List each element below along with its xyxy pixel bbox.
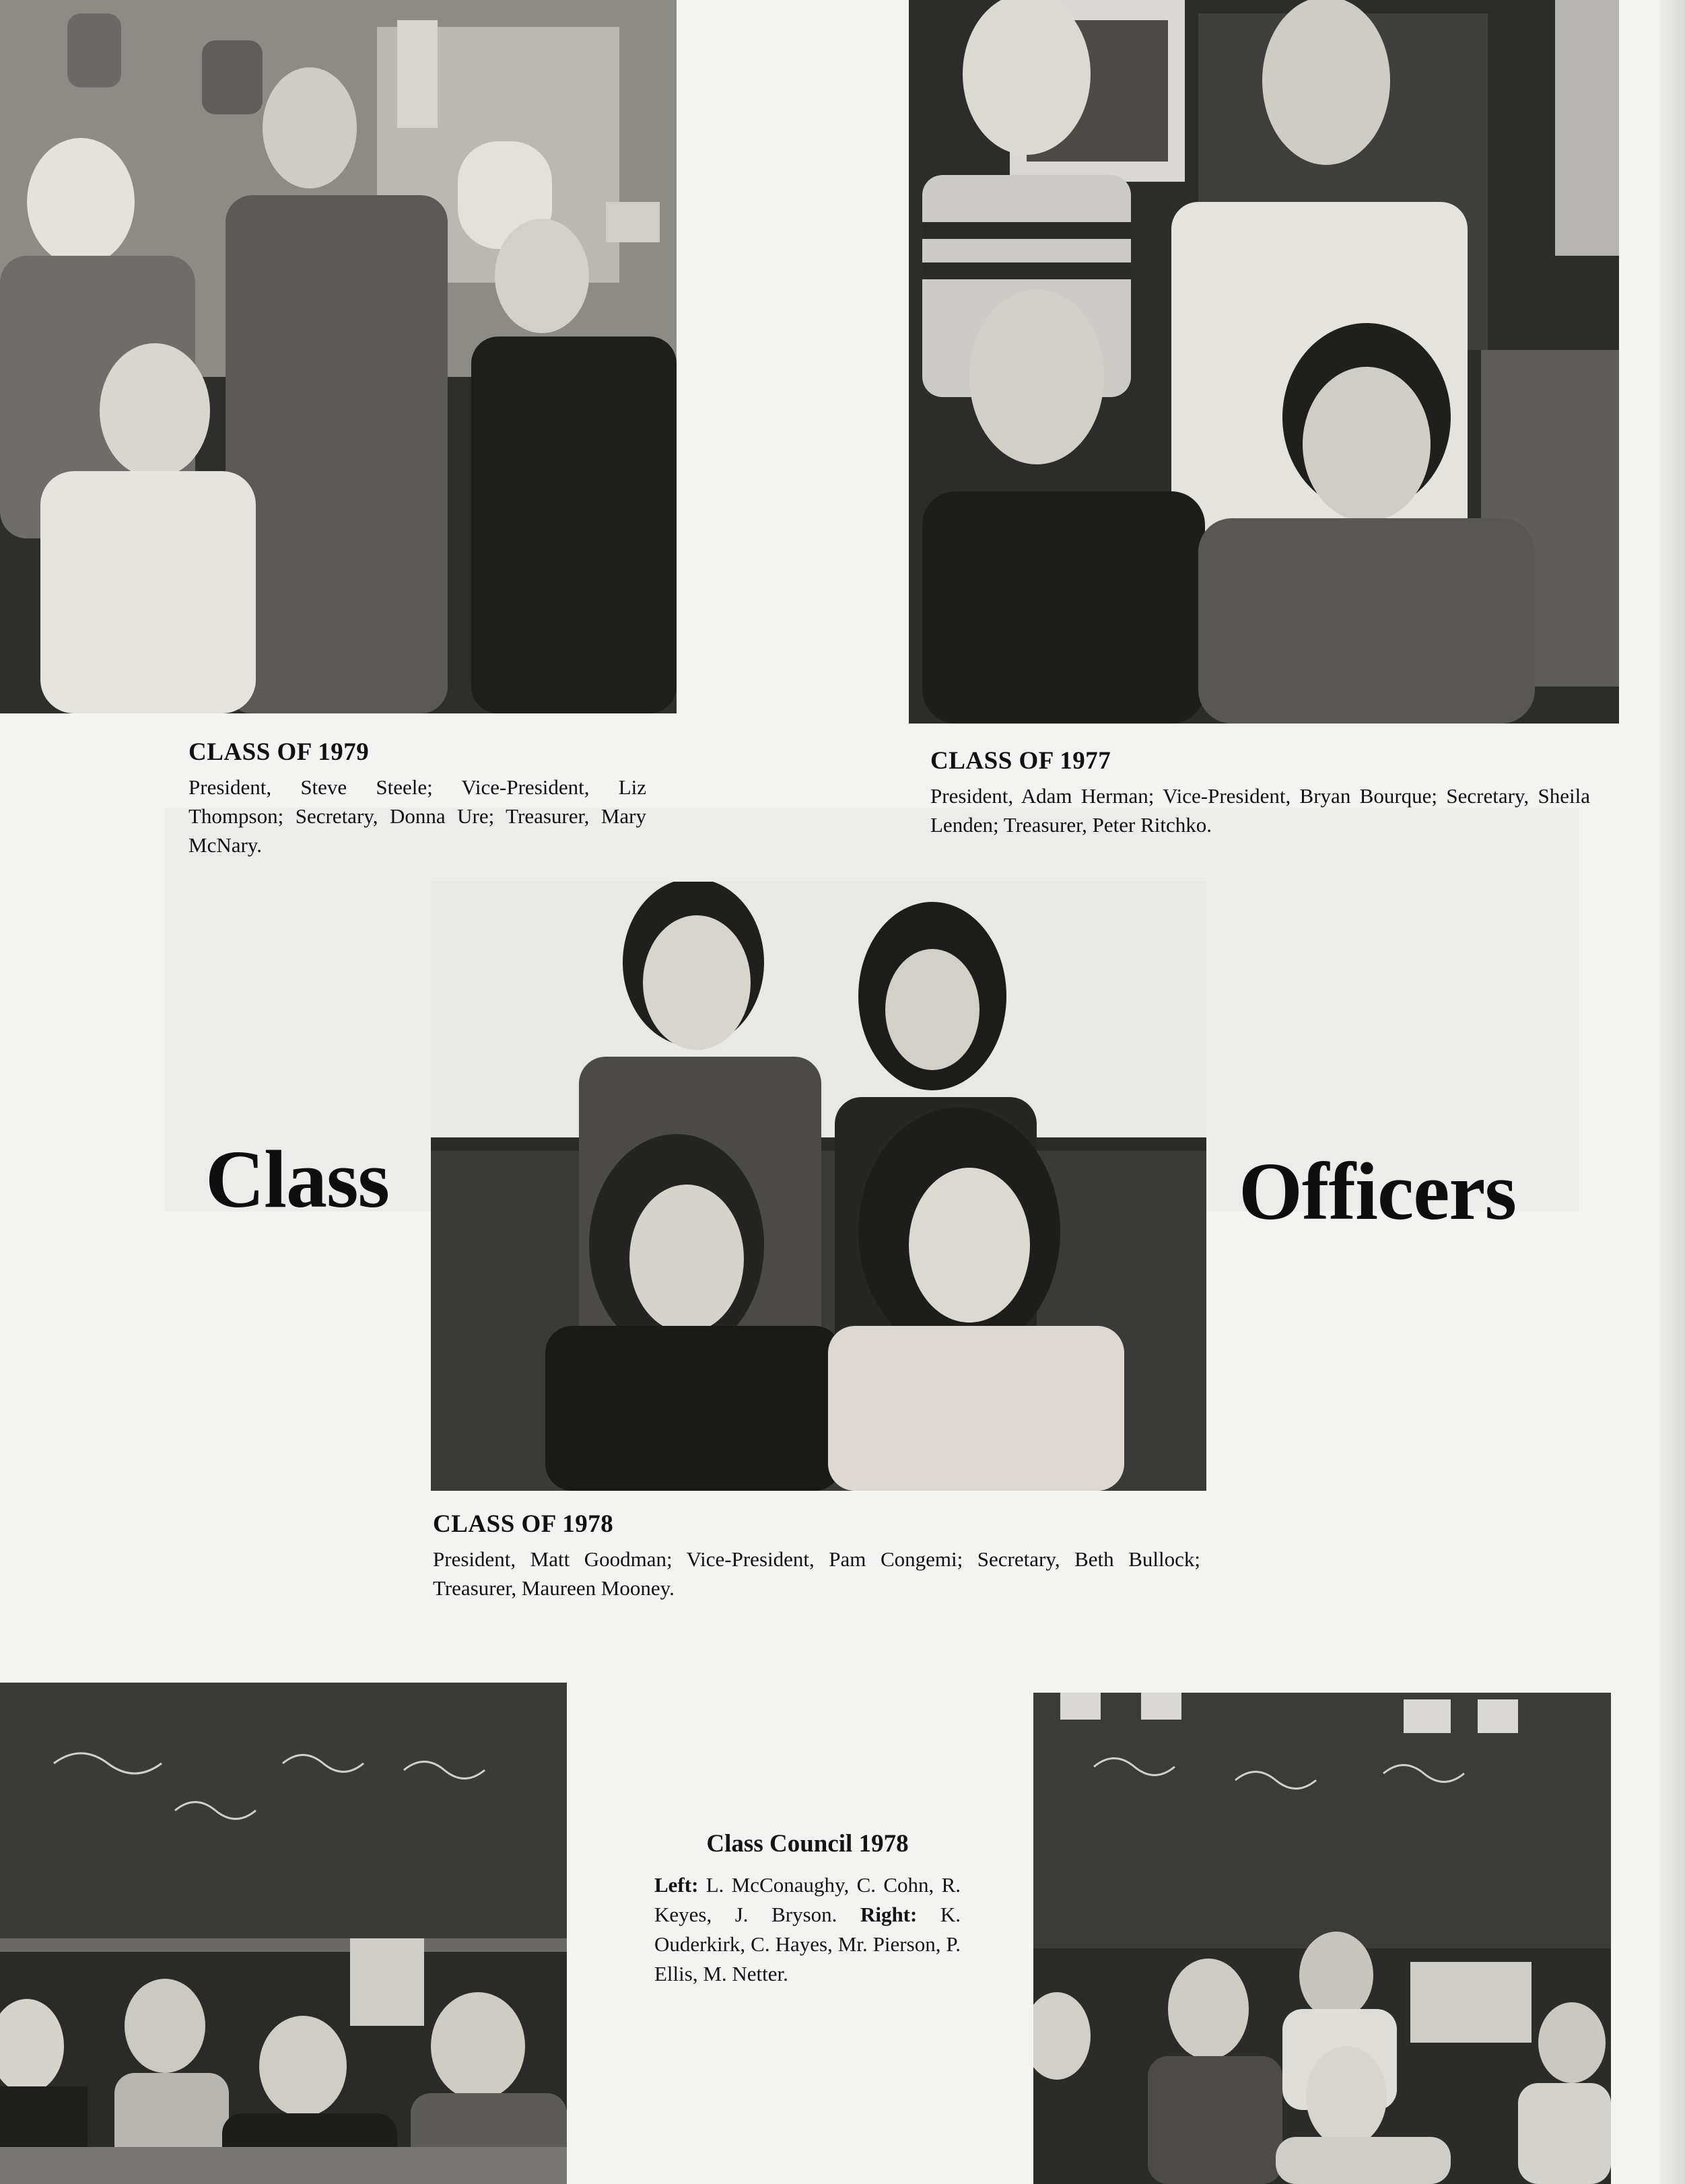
page-edge-shadow: [1659, 0, 1685, 2184]
council-right-label: Right:: [860, 1903, 918, 1927]
photo-class-1977-image: [909, 0, 1619, 724]
caption-class-1977-body: President, Adam Herman; Vice-President, Bryan Bourque; Secretary, Sheila Lenden; Treasurer, Peter Ritchko.: [930, 783, 1590, 837]
photo-council-left: [0, 1683, 567, 2184]
caption-class-1979-body: President, Steve Steele; Vice-President, Liz Thompson; Secretary, Donna Ure; Treasurer, Mary McNary.: [188, 775, 646, 857]
class-council-caption: [654, 1829, 961, 1989]
council-right-names: K. Ouderkirk, C. Hayes, Mr. Pierson, P. Ellis, M. Netter.: [654, 1903, 961, 1986]
headline-officers: Officers: [1239, 1146, 1516, 1237]
council-left-names: L. McConaughy, C. Cohn, R. Keyes, J. Bryson.: [654, 1873, 961, 1927]
photo-class-1978-image: [431, 882, 1206, 1491]
caption-class-1977: [930, 747, 1590, 839]
photo-class-1977: [909, 0, 1619, 724]
headline-class: Class: [205, 1134, 389, 1225]
photo-class-1978: [431, 882, 1206, 1491]
caption-class-1979-title: CLASS OF 1979: [188, 738, 370, 766]
photo-council-left-image: [0, 1683, 567, 2184]
photo-council-right-image: [1033, 1693, 1611, 2184]
caption-class-1979: [188, 738, 646, 860]
photo-class-1979-image: [0, 0, 677, 713]
caption-class-1978: [433, 1510, 1200, 1602]
caption-class-1978-body: President, Matt Goodman; Vice-President, Pam Congemi; Secretary, Beth Bullock; Treasurer, Maureen Mooney.: [433, 1547, 1200, 1600]
photo-council-right: [1033, 1693, 1611, 2184]
photo-class-1979: [0, 0, 677, 713]
class-council-title: Class Council 1978: [706, 1830, 909, 1858]
council-left-label: Left:: [654, 1873, 699, 1897]
class-council-names: [654, 1870, 961, 1989]
caption-class-1977-title: CLASS OF 1977: [930, 747, 1111, 775]
caption-class-1978-title: CLASS OF 1978: [433, 1510, 614, 1538]
